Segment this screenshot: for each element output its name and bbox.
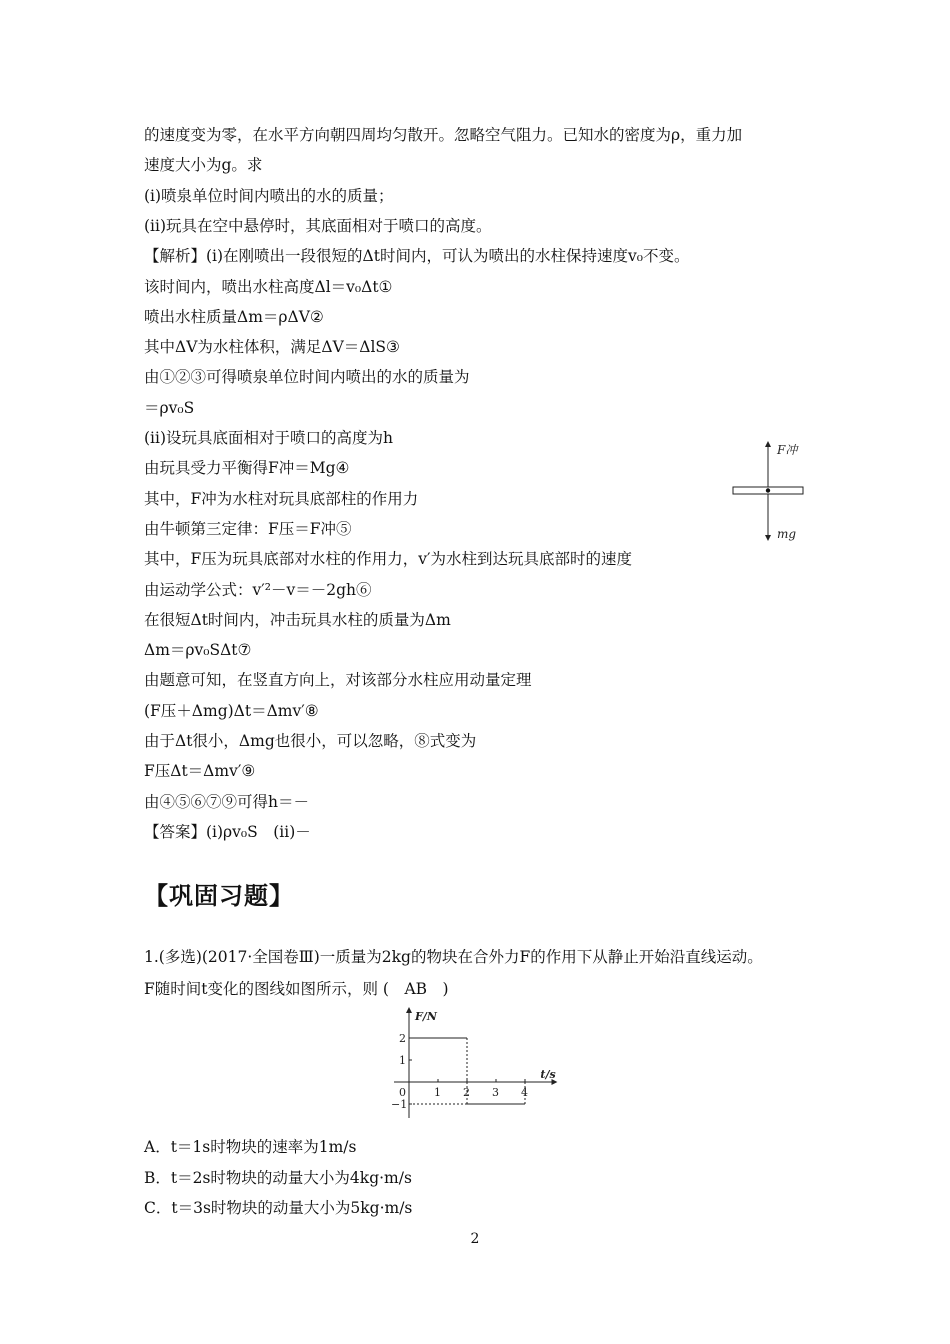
center-point [766, 488, 770, 492]
y-tick-label: 2 [399, 1032, 406, 1045]
text-line: 的速度变为零，在水平方向朝四周均匀散开。忽略空气阻力。已知水的密度为ρ，重力加 [144, 126, 743, 144]
text-line: 由牛顿第三定律：F压＝F冲⑤ [144, 519, 352, 538]
text-line: 【解析】(ⅰ)在刚喷出一段很短的Δt时间内，可认为喷出的水柱保持速度v₀不变。 [144, 247, 690, 266]
text-line: (ⅱ)玩具在空中悬停时，其底面相对于喷口的高度。 [144, 216, 492, 235]
x-tick-label: 2 [463, 1086, 470, 1099]
x-tick-label: 0 [399, 1086, 406, 1099]
text-line: Δm＝ρv₀SΔt⑦ [144, 641, 252, 660]
text-line: ＝ρv₀S [144, 398, 195, 417]
text-line: 【答案】(ⅰ)ρv₀S (ⅱ)－ [144, 822, 311, 841]
x-axis-label: t/s [540, 1068, 556, 1081]
question-line: F随时间t变化的图线如图所示，则 ( AB ) [144, 980, 449, 998]
text-line: 其中ΔV为水柱体积，满足ΔV＝ΔlS③ [144, 338, 400, 357]
text-line: 在很短Δt时间内，冲击玩具水柱的质量为Δm [144, 610, 451, 629]
text-line: 由①②③可得喷泉单位时间内喷出的水的质量为 [144, 368, 470, 387]
down-force-label: mg [777, 527, 797, 541]
option-line: A．t＝1s时物块的速率为1m/s [144, 1138, 357, 1156]
text-line: 由运动学公式：v′²－v＝－2gh⑥ [144, 580, 372, 599]
text-line: 其中，F冲为水柱对玩具底部柱的作用力 [144, 489, 419, 508]
text-line: 其中，F压为玩具底部对水柱的作用力，v′为水柱到达玩具底部时的速度 [144, 550, 633, 569]
x-tick-label: 1 [434, 1086, 441, 1099]
text-line: (ⅱ)设玩具底面相对于喷口的高度为h [144, 429, 393, 447]
up-force-label: F冲 [777, 443, 798, 457]
section-title: 【巩固习题】 [144, 882, 294, 910]
text-line: 由于Δt很小，Δmg也很小，可以忽略，⑧式变为 [144, 732, 477, 750]
text-line: (F压＋Δmg)Δt＝Δmv′⑧ [144, 701, 319, 720]
text-line: 速度大小为g。求 [144, 156, 263, 175]
y-tick-label: 1 [399, 1054, 406, 1067]
text-line: (ⅰ)喷泉单位时间内喷出的水的质量； [144, 186, 394, 205]
text-line: 由题意可知，在竖直方向上，对该部分水柱应用动量定理 [144, 671, 532, 690]
y-axis-label: F/N [415, 1010, 437, 1023]
force-time-chart [382, 1006, 582, 1126]
option-line: C．t＝3s时物块的动量大小为5kg·m/s [144, 1199, 413, 1217]
force-diagram [725, 436, 825, 546]
x-tick-label: 3 [492, 1086, 499, 1099]
y-tick-label: −1 [391, 1098, 408, 1111]
text-line: 喷出水柱质量Δm＝ρΔV② [144, 307, 324, 326]
question-line: 1.(多选)(2017·全国卷Ⅲ)一质量为2kg的物块在合外力F的作用下从静止开始沿直线运动。 [144, 948, 763, 966]
text-line: F压Δt＝Δmv′⑨ [144, 762, 256, 781]
option-line: B．t＝2s时物块的动量大小为4kg·m/s [144, 1169, 412, 1187]
page-number: 2 [470, 1231, 480, 1247]
text-line: 由玩具受力平衡得F冲＝Mg④ [144, 459, 350, 478]
text-line: 该时间内，喷出水柱高度Δl＝v₀Δt① [144, 277, 393, 296]
x-tick-label: 4 [521, 1086, 528, 1099]
text-line: 由④⑤⑥⑦⑨可得h＝－ [144, 792, 309, 811]
